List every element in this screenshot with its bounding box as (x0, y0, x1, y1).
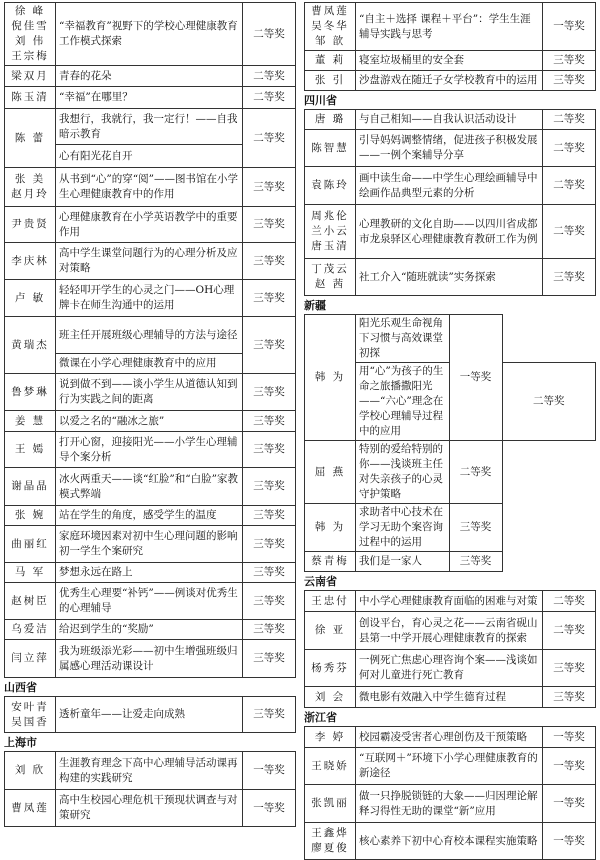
author-cell: 张 美 赵月玲 (5, 168, 56, 207)
author-cell: 杨秀芬 (305, 650, 356, 687)
award-table (304, 314, 596, 572)
title-cell: 微课在小学心理健康教育中的应用 (56, 354, 243, 374)
title-cell: “幸福”在哪里？ (56, 87, 243, 109)
author-cell: 陈 蕾 (5, 109, 56, 168)
award-cell: 三等奖 (449, 552, 502, 572)
award-cell: 二等奖 (502, 363, 596, 441)
award-cell: 一等奖 (243, 790, 296, 827)
section-heading: 新疆 (304, 299, 326, 312)
award-cell: 三等奖 (243, 697, 296, 733)
table-row (305, 748, 596, 785)
table-row (305, 441, 596, 504)
author-cell: 闫立萍 (5, 640, 56, 678)
author-cell: 张凯丽 (305, 785, 356, 823)
title-cell: “自主＋选择 课程＋平台”：学生生涯辅导实践与思考 (356, 3, 543, 51)
title-cell: 心理教研的文化自助——以四川省成都市龙泉驿区心理健康教育教研工作为例 (356, 205, 543, 259)
author-cell: 周兆伦 兰小云 唐玉清 (305, 205, 356, 259)
author-cell: 丁茂云 赵 茜 (305, 259, 356, 296)
author-cell: 陈智慧 (305, 130, 356, 167)
table-row (305, 315, 596, 363)
title-cell: 优秀生心理要“补钙”——例谈对优秀生的心理辅导 (56, 583, 243, 620)
title-cell: 心理健康教育在小学英语教学中的重要作用 (56, 207, 243, 243)
award-cell: 三等奖 (543, 259, 596, 296)
table-row (305, 727, 596, 748)
author-cell: 鲁梦琳 (5, 374, 56, 411)
author-cell: 安叶青 吴国香 (5, 697, 56, 733)
author-cell: 董 莉 (305, 51, 356, 71)
table-row (305, 785, 596, 823)
table-row (5, 583, 296, 620)
table-row (5, 752, 296, 790)
author-cell: 徐 亚 (305, 612, 356, 650)
table-row (305, 687, 596, 708)
section-heading: 山西省 (4, 681, 37, 694)
award-cell: 三等奖 (543, 687, 596, 708)
title-cell: 做一只挣脱锁链的大象——归因理论解释习得性无助的课堂“新”应用 (356, 785, 543, 823)
table-row (5, 697, 296, 733)
award-cell: 三等奖 (543, 51, 596, 71)
title-cell: 创设平台，育心灵之花——云南省砚山县第一中学开展心理健康教育的探索 (356, 612, 543, 650)
title-cell: 透析童年——让爱走向成熟 (56, 697, 243, 733)
author-cell: 姜 慧 (5, 411, 56, 432)
title-cell: 我为班级添光彩——初中生增强班级归属感心理活动课设计 (56, 640, 243, 678)
title-cell: 青春的花朵 (56, 66, 243, 87)
table-row (5, 506, 296, 526)
table-row (305, 823, 596, 860)
award-cell: 三等奖 (243, 411, 296, 432)
table-row (5, 790, 296, 827)
table-row (305, 650, 596, 687)
table-row (305, 205, 596, 259)
author-cell: 曹凤莲 (5, 790, 56, 827)
section-heading: 四川省 (304, 94, 337, 107)
table-row (5, 563, 296, 583)
author-cell: 李 婷 (305, 727, 356, 748)
author-cell: 谢晶晶 (5, 468, 56, 506)
title-cell: 微电影有效融入中学生德育过程 (356, 687, 543, 708)
title-cell: 寝室垃圾桶里的安全套 (356, 51, 543, 71)
award-cell: 二等奖 (449, 441, 502, 504)
table-row (5, 468, 296, 506)
table-row (305, 504, 596, 552)
table-row (5, 526, 296, 563)
award-cell: 三等奖 (543, 71, 596, 91)
table-row (305, 71, 596, 91)
award-cell: 三等奖 (243, 583, 296, 620)
title-cell: “互联网＋”环境下小学心理健康教育的新途径 (356, 748, 543, 785)
author-cell: 王晓娇 (305, 748, 356, 785)
award-table (304, 726, 596, 860)
author-cell: 赵树臣 (5, 583, 56, 620)
title-cell: 打开心窗，迎接阳光——小学生心理辅导个案分析 (56, 432, 243, 468)
award-cell: 二等奖 (543, 167, 596, 205)
author-cell: 黄瑞杰 (5, 317, 56, 374)
author-cell: 曹凤莲 吴冬华 邹 歆 (305, 3, 356, 51)
title-cell: 梦想永远在路上 (56, 563, 243, 583)
title-cell: 求助者中心技术在学习无助个案咨询过程中的运用 (356, 504, 450, 552)
award-cell: 一等奖 (449, 315, 502, 441)
table-row (5, 280, 296, 317)
author-cell: 尹贵贤 (5, 207, 56, 243)
author-cell: 王忠付 (305, 591, 356, 612)
title-cell: 沙盘游戏在随迁子女学校教育中的运用 (356, 71, 543, 91)
award-cell: 三等奖 (243, 432, 296, 468)
title-cell: 生涯教育理念下高中心理辅导活动课再构建的实践研究 (56, 752, 243, 790)
title-cell: 核心素养下初中心育校本课程实施策略 (356, 823, 543, 860)
author-cell: 屈 燕 (305, 441, 356, 504)
title-cell: 说到做不到——谈小学生从道德认知到行为实践之间的距离 (56, 374, 243, 411)
table-row (305, 259, 596, 296)
title-cell: 轻轻叩开学生的心灵之门——OH心理牌卡在师生沟通中的运用 (56, 280, 243, 317)
award-cell: 二等奖 (543, 591, 596, 612)
author-cell: 乌爱洁 (5, 620, 56, 640)
author-cell: 曲丽红 (5, 526, 56, 563)
section-heading: 浙江省 (304, 711, 337, 724)
title-cell: 中小学心理健康教育面临的困难与对策 (356, 591, 543, 612)
table-row (5, 87, 296, 109)
award-table (4, 751, 296, 827)
author-cell: 张 引 (305, 71, 356, 91)
award-cell: 三等奖 (243, 207, 296, 243)
award-cell: 三等奖 (243, 640, 296, 678)
author-cell: 韩 为 (305, 315, 356, 441)
award-cell: 三等奖 (243, 168, 296, 207)
table-row (5, 3, 296, 66)
author-cell: 王鑫烨 廖夏俊 (305, 823, 356, 860)
award-cell: 一等奖 (543, 823, 596, 860)
author-cell: 唐 璐 (305, 110, 356, 130)
title-cell: 用“心”为孩子的生命之旅播撒阳光——“六心”理念在学校心理辅导过程中的应用 (356, 363, 450, 441)
title-cell: 画中读生命——中学生心理绘画辅导中绘画作品典型元素的分析 (356, 167, 543, 205)
author-cell: 张 婉 (5, 506, 56, 526)
left-column (4, 2, 296, 827)
author-cell: 陈玉清 (5, 87, 56, 109)
award-cell: 一等奖 (543, 3, 596, 51)
title-cell: 社工介入“随班就读”实务探索 (356, 259, 543, 296)
award-table (304, 2, 596, 91)
table-row (305, 167, 596, 205)
award-cell: 三等奖 (449, 504, 502, 552)
author-cell: 袁陈玲 (305, 167, 356, 205)
award-cell: 二等奖 (543, 205, 596, 259)
award-table (304, 109, 596, 296)
table-row (5, 168, 296, 207)
title-cell: 我们是一家人 (356, 552, 450, 572)
table-row (5, 432, 296, 468)
table-row (5, 243, 296, 280)
author-cell: 马 军 (5, 563, 56, 583)
author-cell: 梁双月 (5, 66, 56, 87)
table-row (305, 51, 596, 71)
award-table (304, 590, 596, 708)
title-cell: 以爱之名的“融冰之旅” (56, 411, 243, 432)
award-cell: 二等奖 (243, 87, 296, 109)
title-cell: 与自己相知——自我认识活动设计 (356, 110, 543, 130)
award-cell: 一等奖 (243, 752, 296, 790)
award-cell: 三等奖 (243, 317, 296, 374)
table-row (305, 110, 596, 130)
author-cell: 李庆林 (5, 243, 56, 280)
award-table (4, 696, 296, 733)
award-cell: 一等奖 (543, 748, 596, 785)
award-cell: 三等奖 (243, 506, 296, 526)
award-cell: 三等奖 (243, 563, 296, 583)
table-row (5, 109, 296, 145)
award-cell: 二等奖 (543, 612, 596, 650)
title-cell: 高中学生课堂问题行为的心理分析及应对策略 (56, 243, 243, 280)
table-row (305, 130, 596, 167)
award-cell: 二等奖 (543, 110, 596, 130)
title-cell: 从书到“心”的穿“阅”——图书馆在小学生心理健康教育中的作用 (56, 168, 243, 207)
title-cell: 我想行，我就行，我一定行！——自我暗示教育 (56, 109, 243, 145)
award-cell: 三等奖 (243, 374, 296, 411)
table-row (305, 591, 596, 612)
author-cell: 徐 峰 倪佳雪 刘 伟 王宗梅 (5, 3, 56, 66)
table-row (5, 374, 296, 411)
award-cell: 三等奖 (243, 526, 296, 563)
title-cell: 阳光乐观生命视角下习惯与高效课堂初探 (356, 315, 450, 363)
author-cell: 蔡青梅 (305, 552, 356, 572)
award-cell: 二等奖 (243, 3, 296, 66)
title-cell: 给迟到学生的“奖励” (56, 620, 243, 640)
title-cell: 一例死亡焦虑心理咨询个案——浅谈如何对儿童进行死亡教育 (356, 650, 543, 687)
author-cell: 王 嫣 (5, 432, 56, 468)
award-cell: 二等奖 (543, 130, 596, 167)
table-row (5, 207, 296, 243)
table-row (5, 640, 296, 678)
title-cell: 站在学生的角度，感受学生的温度 (56, 506, 243, 526)
table-row (305, 612, 596, 650)
table-row (5, 620, 296, 640)
award-cell: 一等奖 (543, 727, 596, 748)
title-cell: 特别的爱给特别的你——浅谈班主任对失亲孩子的心灵守护策略 (356, 441, 450, 504)
title-cell: 高中生校园心理危机干预现状调查与对策研究 (56, 790, 243, 827)
award-table (4, 2, 296, 678)
table-row (305, 552, 596, 572)
table-row (5, 317, 296, 354)
title-cell: 冰火两重天——谈“红脸”和“白脸”家教模式弊端 (56, 468, 243, 506)
title-cell: 心有阳光花自开 (56, 145, 243, 168)
award-cell: 三等奖 (243, 468, 296, 506)
title-cell: “幸福教育”视野下的学校心理健康教育工作模式探索 (56, 3, 243, 66)
title-cell: 家庭环境因素对初中生心理问题的影响初一学生个案研究 (56, 526, 243, 563)
author-cell: 卢 敏 (5, 280, 56, 317)
table-row (305, 3, 596, 51)
award-cell: 三等奖 (243, 280, 296, 317)
award-cell: 三等奖 (243, 243, 296, 280)
title-cell: 班主任开展班级心理辅导的方法与途径 (56, 317, 243, 354)
table-row (5, 411, 296, 432)
award-cell: 三等奖 (543, 650, 596, 687)
section-heading: 上海市 (4, 736, 37, 749)
title-cell: 校园霸凌受害者心理创伤及干预策略 (356, 727, 543, 748)
award-cell: 二等奖 (243, 109, 296, 168)
award-cell: 三等奖 (243, 620, 296, 640)
right-column (304, 2, 596, 860)
author-cell: 刘 会 (305, 687, 356, 708)
title-cell: 引导妈妈调整情绪，促进孩子积极发展——一例个案辅导分享 (356, 130, 543, 167)
award-cell: 一等奖 (543, 785, 596, 823)
table-row (5, 66, 296, 87)
section-heading: 云南省 (304, 575, 337, 588)
author-cell: 韩 为 (305, 504, 356, 552)
author-cell: 刘 欣 (5, 752, 56, 790)
award-cell: 二等奖 (243, 66, 296, 87)
